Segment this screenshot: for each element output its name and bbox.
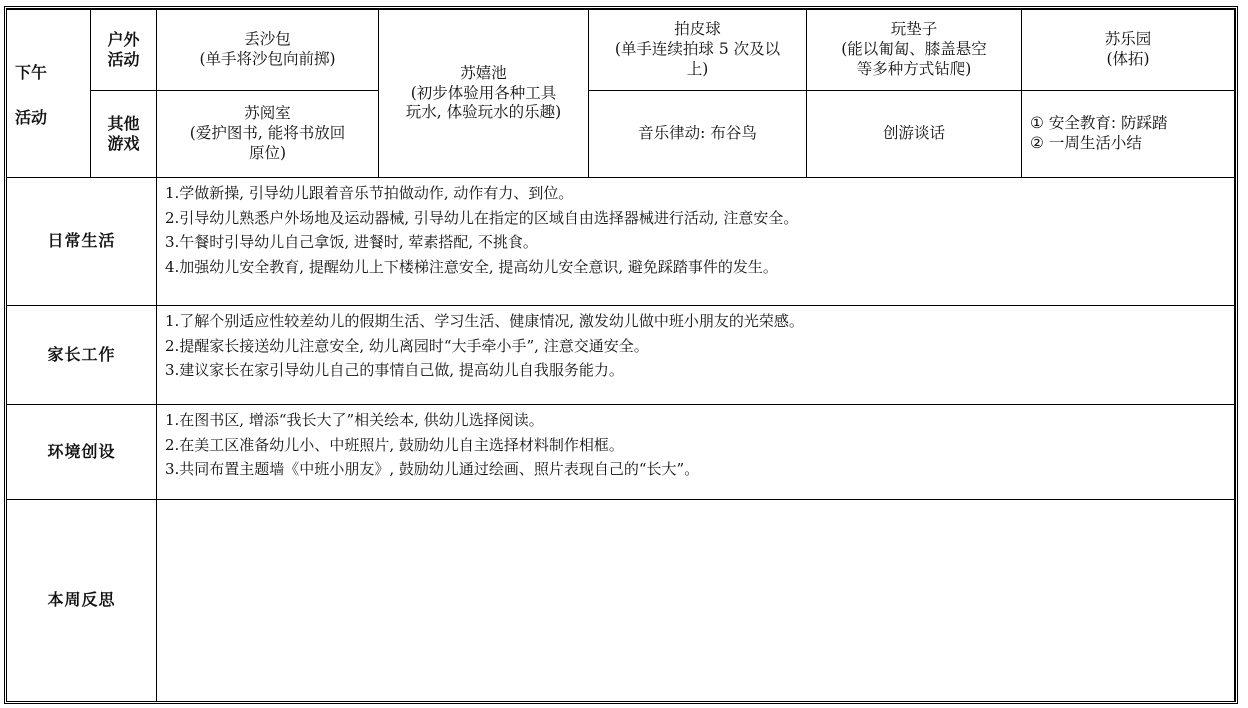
outdoor-item-title: 玩垫子 bbox=[890, 20, 938, 39]
section-reflection bbox=[7, 500, 1235, 702]
outdoor-item-title: 苏乐园 bbox=[1104, 30, 1152, 49]
list-item: ② 一周生活小结 bbox=[1030, 134, 1142, 152]
outdoor-item-mat bbox=[807, 10, 1022, 91]
other-item-talk bbox=[807, 91, 1022, 178]
section-parent-work bbox=[7, 306, 1235, 405]
section-label: 日常生活 bbox=[7, 178, 157, 306]
afternoon-label-bottom: 活动 bbox=[15, 107, 48, 127]
list-item: 3.午餐时引导幼儿自己拿饭, 进餐时, 荤素搭配, 不挑食。 bbox=[165, 233, 538, 251]
other-item-safety bbox=[1022, 91, 1235, 178]
list-item: 1.了解个别适应性较差幼儿的假期生活、学习生活、健康情况, 激发幼儿做中班小朋友的光荣感。 bbox=[165, 312, 804, 330]
other-item-title: 音乐律动: 布谷鸟 bbox=[638, 124, 757, 143]
outdoor-item-note: (初步体验用各种工具 玩水, 体验玩水的乐趣) bbox=[405, 83, 562, 122]
outdoor-item-playground bbox=[1022, 10, 1235, 91]
other-item-reading-room bbox=[157, 91, 379, 178]
list-item: 3.建议家长在家引导幼儿自己的事情自己做, 提高幼儿自我服务能力。 bbox=[165, 361, 624, 379]
reflection-blank-area bbox=[157, 500, 1235, 702]
weekly-plan-table bbox=[6, 9, 1235, 702]
afternoon-other-row bbox=[7, 91, 1235, 178]
section-environment bbox=[7, 405, 1235, 500]
other-item-note: (爱护图书, 能将书放回 原位) bbox=[189, 124, 346, 162]
list-item: 1.在图书区, 增添“我长大了”相关绘本, 供幼儿选择阅读。 bbox=[165, 411, 544, 429]
afternoon-label-top: 下午 bbox=[15, 63, 48, 83]
list-item: 4.加强幼儿安全教育, 提醒幼儿上下楼梯注意安全, 提高幼儿安全意识, 避免踩踏事件的发生。 bbox=[165, 257, 778, 276]
other-item-music bbox=[589, 91, 807, 178]
afternoon-outdoor-row bbox=[7, 10, 1235, 91]
section-body bbox=[157, 178, 1235, 306]
outdoor-item-title: 丢沙包 bbox=[244, 30, 291, 49]
section-body bbox=[157, 306, 1235, 405]
outdoor-item-sandbag bbox=[157, 10, 379, 91]
section-body bbox=[157, 405, 1235, 500]
list-item: 1.学做新操, 引导幼儿跟着音乐节拍做动作, 动作有力、到位。 bbox=[165, 184, 574, 202]
other-games-label: 其他 游戏 bbox=[91, 91, 157, 178]
outdoor-item-title: 苏嬉池 bbox=[460, 63, 507, 82]
outdoor-item-note: (能以匍匐、膝盖悬空 等多种方式钻爬) bbox=[841, 40, 987, 78]
section-label: 家长工作 bbox=[7, 306, 157, 405]
outdoor-activity-label: 户外 活动 bbox=[91, 10, 157, 91]
afternoon-label-cell bbox=[7, 10, 91, 178]
list-item: 2.引导幼儿熟悉户外场地及运动器械, 引导幼儿在指定的区域自由选择器械进行活动, 注意安全。 bbox=[165, 208, 799, 227]
outdoor-item-title: 拍皮球 bbox=[674, 20, 721, 39]
list-item: 3.共同布置主题墙《中班小朋友》, 鼓励幼儿通过绘画、照片表现自己的“长大”。 bbox=[165, 460, 700, 478]
outdoor-item-note: (体拓) bbox=[1106, 50, 1150, 68]
section-label: 环境创设 bbox=[7, 405, 157, 500]
list-item: ① 安全教育: 防踩踏 bbox=[1030, 114, 1168, 133]
other-item-title: 创游谈话 bbox=[882, 124, 945, 143]
other-item-title: 苏阅室 bbox=[244, 104, 291, 123]
section-label: 本周反思 bbox=[7, 500, 157, 702]
outdoor-item-ball bbox=[589, 10, 807, 91]
section-daily-life bbox=[7, 178, 1235, 306]
list-item: 2.在美工区准备幼儿小、中班照片, 鼓励幼儿自主选择材料制作相框。 bbox=[165, 435, 624, 454]
outdoor-item-note: (单手将沙包向前掷) bbox=[199, 50, 336, 68]
list-item: 2.提醒家长接送幼儿注意安全, 幼儿离园时“大手牵小手”, 注意交通安全。 bbox=[165, 336, 649, 355]
outdoor-item-water-pool bbox=[379, 10, 589, 178]
outdoor-item-note: (单手连续拍球 5 次及以 上) bbox=[614, 40, 781, 78]
